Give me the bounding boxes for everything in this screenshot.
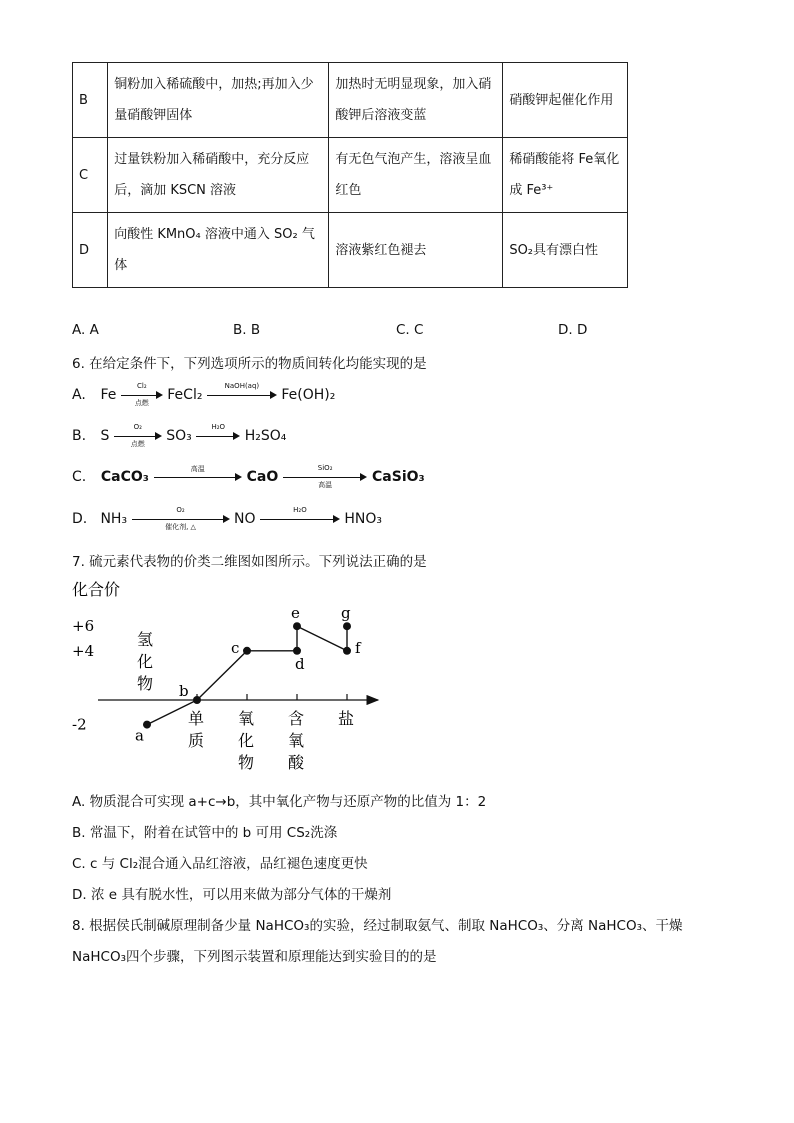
option-label: B. (72, 428, 87, 444)
q6-option-b[interactable] (72, 425, 286, 447)
row-label: B (73, 63, 108, 138)
table-row (73, 63, 628, 138)
q7-option-c[interactable]: C. c 与 Cl₂混合通入品红溶液，品红褪色速度更快 (72, 856, 368, 872)
hydride-label: 氢 (137, 630, 154, 649)
point-label: a (135, 726, 144, 745)
q5-option-c[interactable]: C. C (396, 322, 424, 338)
hydride-label: 物 (137, 674, 154, 693)
y-tick-label: +4 (72, 641, 95, 660)
phenomenon-cell: 溶液紫红色褪去 (329, 213, 503, 288)
row-label: D (73, 213, 108, 288)
q5-option-d[interactable]: D. D (558, 322, 588, 338)
q6-option-d[interactable] (72, 508, 382, 530)
q7-option-d[interactable]: D. 浓 e 具有脱水性，可以用来做为部分气体的干燥剂 (72, 887, 392, 903)
x-category-label: 化 (238, 731, 255, 750)
x-category-label: 盐 (338, 709, 355, 728)
data-point-e (293, 622, 301, 630)
species: FeCl₂ (167, 387, 203, 403)
x-category-label: 质 (188, 731, 205, 750)
x-category-label: 物 (238, 753, 255, 772)
species: H₂SO₄ (244, 428, 287, 444)
q7-stem: 7. 硫元素代表物的价类二维图如图所示。下列说法正确的是 (72, 554, 427, 570)
table-row (73, 213, 628, 288)
point-label: b (179, 682, 189, 700)
species: HNO₃ (344, 511, 383, 527)
q6-stem: 6. 在给定条件下，下列选项所示的物质间转化均能实现的是 (72, 356, 427, 372)
point-label: f (355, 638, 361, 657)
x-category-label: 酸 (288, 753, 305, 772)
series-line (197, 651, 247, 700)
reaction-arrow: H₂O (196, 425, 240, 447)
y-tick-label: +6 (72, 617, 95, 636)
operation-cell: 向酸性 KMnO₄ 溶液中通入 SO₂ 气体 (108, 213, 329, 288)
series-line (297, 626, 347, 651)
q6-option-a[interactable] (72, 384, 335, 406)
reaction-arrow: 高温 (154, 466, 242, 488)
table-row (73, 138, 628, 213)
operation-cell: 过量铁粉加入稀硝酸中，充分反应后，滴加 KSCN 溶液 (108, 138, 329, 213)
option-label: C. (72, 469, 87, 485)
species: CaCO₃ (100, 469, 149, 485)
q5-option-a[interactable]: A. A (72, 322, 99, 338)
conclusion-cell: 稀硝酸能将 Fe氧化成 Fe³⁺ (503, 138, 628, 213)
point-label: e (291, 604, 300, 623)
x-category-label: 含 (288, 709, 305, 728)
data-point-a (143, 721, 151, 729)
reaction-arrow: H₂O (260, 508, 340, 530)
species: SO₃ (166, 428, 192, 444)
conclusion-cell: 硝酸钾起催化作用 (503, 63, 628, 138)
y-tick-label: -2 (72, 715, 87, 734)
data-point-d (293, 647, 301, 655)
phenomenon-cell: 加热时无明显现象，加入硝酸钾后溶液变蓝 (329, 63, 503, 138)
x-category-label: 单 (188, 709, 205, 728)
reaction-arrow: O₂ 点燃 (114, 425, 162, 447)
species: Fe (100, 387, 117, 403)
y-axis-label: 化合价 (72, 580, 121, 599)
q7-option-a[interactable]: A. 物质混合可实现 a+c→b，其中氧化产物与还原产物的比值为 1：2 (72, 794, 487, 810)
data-point-b (193, 696, 201, 704)
data-point-c (243, 647, 251, 655)
experiment-table (72, 62, 628, 288)
reaction-arrow: SiO₂ 高温 (283, 466, 367, 488)
q7-option-b[interactable]: B. 常温下，附着在试管中的 b 可用 CS₂洗涤 (72, 825, 338, 841)
point-label: g (341, 604, 351, 623)
species: NH₃ (100, 511, 128, 527)
reaction-arrow: O₂ 催化剂, △ (132, 508, 230, 530)
option-label: D. (72, 511, 88, 527)
species: NO (233, 511, 256, 527)
reaction-arrow: Cl₂ 点燃 (121, 384, 163, 406)
reaction-arrow: NaOH(aq) (207, 384, 277, 406)
operation-cell: 铜粉加入稀硫酸中，加热;再加入少量硝酸钾固体 (108, 63, 329, 138)
phenomenon-cell: 有无色气泡产生，溶液呈血红色 (329, 138, 503, 213)
q8-stem-line1: 8. 根据侯氏制碱原理制备少量 NaHCO₃的实验，经过制取氨气、制取 NaHCO₃、分离 NaHCO₃、干燥 (72, 918, 683, 934)
q5-option-b[interactable]: B. B (233, 322, 261, 338)
species: CaSiO₃ (372, 469, 425, 485)
q8-stem-line2: NaHCO₃四个步骤，下列图示装置和原理能达到实验目的的是 (72, 949, 437, 965)
point-label: c (231, 638, 240, 657)
row-label: C (73, 138, 108, 213)
species: Fe(OH)₂ (281, 387, 336, 403)
valence-chart (60, 575, 400, 780)
species: S (100, 428, 110, 444)
conclusion-cell: SO₂具有漂白性 (503, 213, 628, 288)
data-point-g (343, 622, 351, 630)
species: CaO (246, 469, 279, 485)
x-category-label: 氧 (288, 731, 305, 750)
q6-option-c[interactable] (72, 466, 425, 488)
option-label: A. (72, 387, 86, 403)
x-category-label: 氧 (238, 709, 255, 728)
data-point-f (343, 647, 351, 655)
point-label: d (295, 654, 305, 673)
hydride-label: 化 (137, 652, 154, 671)
